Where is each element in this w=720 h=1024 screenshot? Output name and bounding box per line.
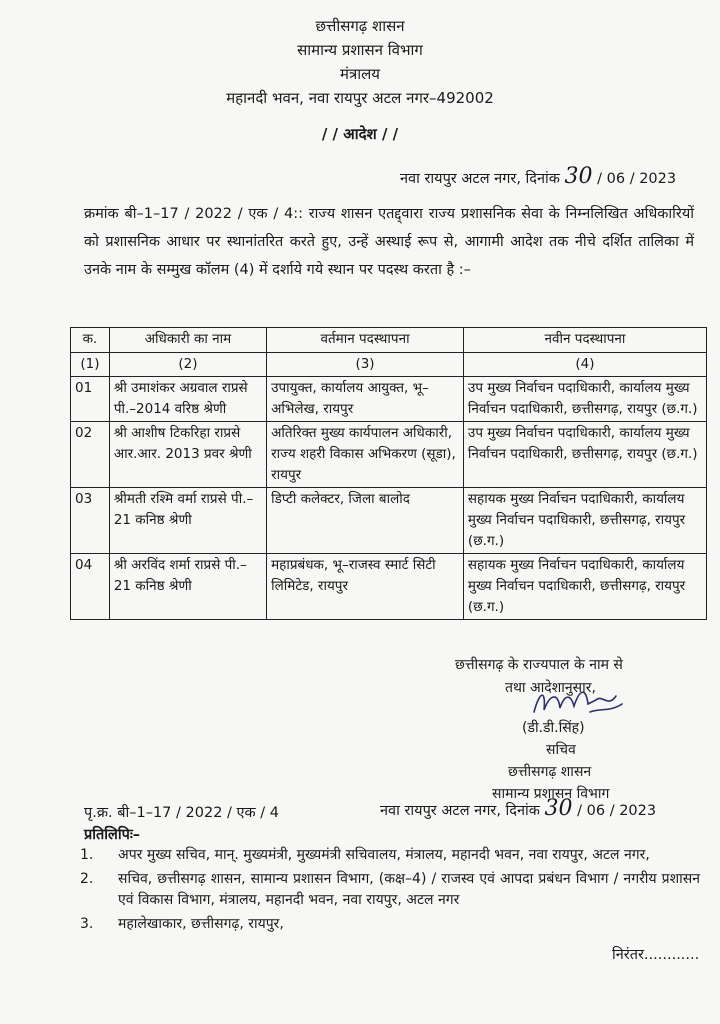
header-govt: छत्तीसगढ़ शासन [315, 17, 405, 35]
officer-cell: श्री आशीष टिकरिहा राप्रसे आर.आर. 2013 प्रवर श्रेणी [109, 422, 266, 488]
column-number-row [71, 353, 707, 377]
handwritten-signature [530, 682, 625, 722]
signatory-designation: सचिव [546, 742, 576, 758]
table-row [71, 554, 707, 620]
order-title: / / आदेश / / [321, 125, 399, 143]
new-posting-cell: उप मुख्य निर्वाचन पदाधिकारी, कार्यालय मुख्य निर्वाचन पदाधिकारी, छत्तीसगढ़, रायपुर (छ.ग.) [463, 422, 706, 488]
list-item-text: सचिव, छत्तीसगढ़ शासन, सामान्य प्रशासन विभाग, (कक्ष–4) / राजस्व एवं आपदा प्रबंधन विभाग / नगरीय प्रशासन एवं विकास विभाग, मंत्रालय, महानदी भवन, नवा रायपुर, अटल नगर [118, 871, 700, 908]
column-number: (3) [267, 353, 464, 377]
current-posting-cell: डिप्टी कलेक्टर, जिला बालोद [267, 488, 464, 554]
column-number: (4) [463, 353, 706, 377]
list-item-number: 2. [80, 871, 94, 887]
column-number: (1) [71, 353, 110, 377]
new-posting-cell: उप मुख्य निर्वाचन पदाधिकारी, कार्यालय मुख्य निर्वाचन पदाधिकारी, छत्तीसगढ़, रायपुर (छ.ग.) [463, 377, 706, 422]
table-row [71, 377, 707, 422]
serial-cell: 03 [71, 488, 110, 554]
list-item [80, 914, 700, 935]
table-row [71, 488, 707, 554]
list-item [80, 845, 700, 866]
endorsement-ref: पृ.क्र. बी–1–17 / 2022 / एक / 4 [84, 805, 280, 821]
order-date-day: 30 [564, 164, 593, 189]
serial-cell: 04 [71, 554, 110, 620]
endorsement-date-suffix: / 06 / 2023 [577, 803, 657, 819]
table-row [71, 422, 707, 488]
continued-label: निरंतर............ [612, 947, 700, 963]
officer-cell: श्री अरविंद शर्मा राप्रसे पी.–21 कनिष्ठ श्रेणी [109, 554, 266, 620]
header-ministry: मंत्रालय [339, 65, 380, 83]
signatory-govt: छत्तीसगढ़ शासन [508, 764, 592, 780]
copy-label: प्रतिलिपिः– [84, 827, 141, 843]
header-department: सामान्य प्रशासन विभाग [297, 41, 423, 59]
postings-table [70, 327, 707, 620]
endorsement-date-day: 30 [544, 796, 573, 821]
endorsement-date-prefix: नवा रायपुर अटल नगर, दिनांक [380, 803, 540, 819]
header-new-posting: नवीन पदस्थापना [463, 328, 706, 353]
officer-cell: श्रीमती रश्मि वर्मा राप्रसे पी.–21 कनिष्ठ श्रेणी [109, 488, 266, 554]
list-item-number: 1. [80, 847, 94, 863]
header-current-posting: वर्तमान पदस्थापना [267, 328, 464, 353]
table-header-row [71, 328, 707, 353]
order-date-prefix: नवा रायपुर अटल नगर, दिनांक [400, 171, 560, 187]
order-date-suffix: / 06 / 2023 [597, 171, 677, 187]
current-posting-cell: अतिरिक्त मुख्य कार्यपालन अधिकारी, राज्य शहरी विकास अभिकरण (सूडा), रायपुर [267, 422, 464, 488]
by-order-line: तथा आदेशानुसार, [505, 680, 596, 696]
governor-order-line: छत्तीसगढ़ के राज्यपाल के नाम से [455, 657, 623, 673]
endorsement-date [380, 796, 656, 821]
serial-cell: 01 [71, 377, 110, 422]
list-item-text: महालेखाकार, छत्तीसगढ़, रायपुर, [118, 916, 284, 932]
header-address: महानदी भवन, नवा रायपुर अटल नगर–492002 [226, 89, 494, 107]
column-number: (2) [109, 353, 266, 377]
header-serial: क. [71, 328, 110, 353]
new-posting-cell: सहायक मुख्य निर्वाचन पदाधिकारी, कार्यालय मुख्य निर्वाचन पदाधिकारी, छत्तीसगढ़, रायपुर (छ.ग.) [463, 488, 706, 554]
list-item-number: 3. [80, 916, 94, 932]
officer-cell: श्री उमाशंकर अग्रवाल राप्रसे पी.–2014 वरिष्ठ श्रेणी [109, 377, 266, 422]
signatory-name: (डी.डी.सिंह) [522, 720, 585, 736]
current-posting-cell: महाप्रबंधक, भू–राजस्व स्मार्ट सिटी लिमिटेड, रायपुर [267, 554, 464, 620]
list-item-text: अपर मुख्य सचिव, मान्. मुख्यमंत्री, मुख्यमंत्री सचिवालय, मंत्रालय, महानदी भवन, नवा रायपुर, अटल नगर, [118, 847, 650, 863]
current-posting-cell: उपायुक्त, कार्यालय आयुक्त, भू–अभिलेख, रायपुर [267, 377, 464, 422]
order-date [400, 164, 676, 189]
serial-cell: 02 [71, 422, 110, 488]
signatory-department: सामान्य प्रशासन विभाग [492, 786, 610, 802]
header-officer-name: अधिकारी का नाम [109, 328, 266, 353]
order-body-paragraph: क्रमांक बी–1–17 / 2022 / एक / 4:: राज्य शासन एतद्द्वारा राज्य प्रशासनिक सेवा के निम्नलिखित अधिकारियों को प्रशासनिक आधार पर स्थानांतरित करते हुए, उन्हें अस्थाई रूप से, आगामी आदेश तक नीचे दर्शित तालिका में उनके नाम के सम्मुख कॉलम (4) में दर्शाये गये स्थान पर पदस्थ करता है :– [84, 206, 694, 278]
list-item [80, 869, 700, 911]
copy-to-list [80, 845, 700, 938]
new-posting-cell: सहायक मुख्य निर्वाचन पदाधिकारी, कार्यालय मुख्य निर्वाचन पदाधिकारी, छत्तीसगढ़, रायपुर (छ.ग.) [463, 554, 706, 620]
